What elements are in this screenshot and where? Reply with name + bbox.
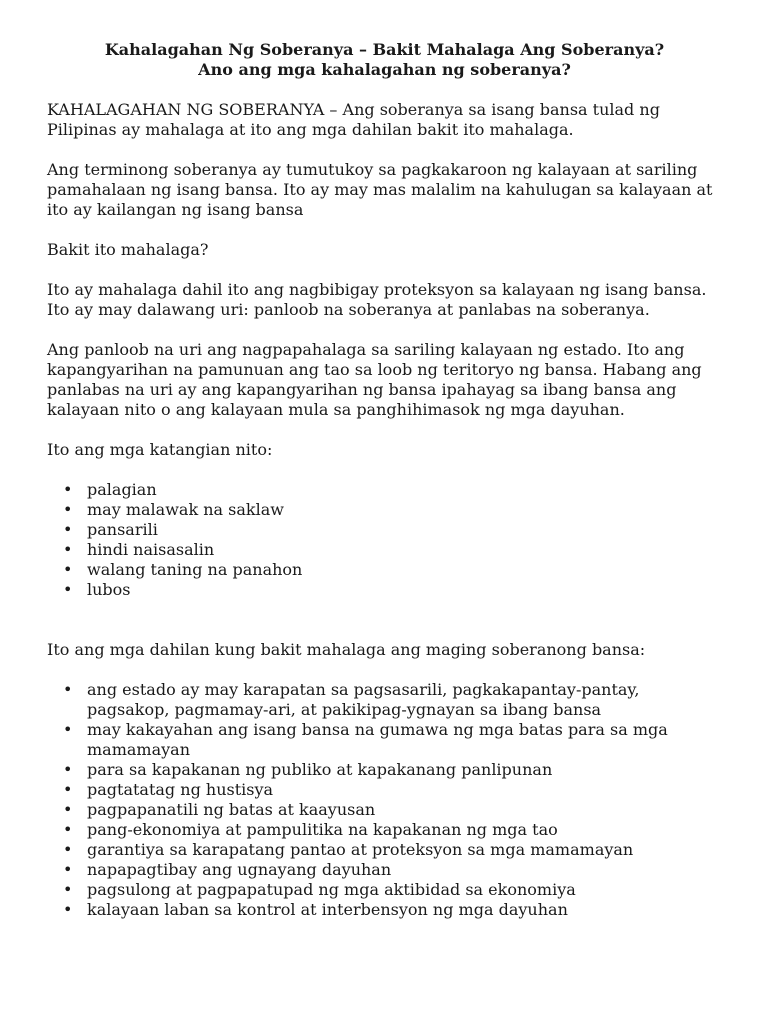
- list-item: • napapagtibay ang ugnayang dayuhan: [47, 860, 722, 880]
- paragraph-types: Ang panloob na uri ang nagpapahalaga sa sariling kalayaan ng estado. Ito ang kapangyarihan na pamunuan ang tao sa loob ng teritoryo ng bansa. Habang ang panlabas na uri ay ang kapangyarihan ng bansa ipahayag sa ibang bansa ang kalayaan nito o ang kalayaan mula sa panghihimasok ng mga dayuhan.: [47, 340, 702, 419]
- list-item: • kalayaan laban sa kontrol at interbensyon ng mga dayuhan: [47, 900, 722, 920]
- list-item: • pang-ekonomiya at pampulitika na kapakanan ng mga tao: [47, 820, 722, 840]
- title-line-1: Kahalagahan Ng Soberanya – Bakit Mahalaga Ang Soberanya?: [104, 40, 665, 59]
- list-item: • walang taning na panahon: [47, 560, 722, 580]
- paragraph-definition: Ang terminong soberanya ay tumutukoy sa pagkakaroon ng kalayaan at sariling pamahalaan ng isang bansa. Ito ay may mas malalim na kahulugan sa kalayaan at ito ay kailangan ng isang bansa: [47, 160, 713, 219]
- paragraph-intro: KAHALAGAHAN NG SOBERANYA – Ang soberanya sa isang bansa tulad ng Pilipinas ay mahalaga at ito ang mga dahilan bakit ito mahalaga.: [47, 100, 660, 139]
- document-title: [47, 40, 722, 80]
- list-item: • pansarili: [47, 520, 722, 540]
- list-item: • pagsulong at pagpapatupad ng mga aktibidad sa ekonomiya: [47, 880, 722, 900]
- list-item: • palagian: [47, 480, 722, 500]
- list-item: • lubos: [47, 580, 722, 600]
- paragraph-katangian-intro: Ito ang mga katangian nito:: [47, 440, 273, 459]
- title-line-2: Ano ang mga kahalagahan ng soberanya?: [198, 60, 571, 79]
- list-item: • may kakayahan ang isang bansa na gumawa ng mga batas para sa mga mamamayan: [47, 720, 722, 760]
- katangian-list: [47, 480, 722, 600]
- paragraph-importance: Ito ay mahalaga dahil ito ang nagbibigay proteksyon sa kalayaan ng isang bansa. Ito ay may dalawang uri: panloob na soberanya at panlabas na soberanya.: [47, 280, 707, 319]
- list-item: • garantiya sa karapatang pantao at proteksyon sa mga mamamayan: [47, 840, 722, 860]
- list-item: • pagpapanatili ng batas at kaayusan: [47, 800, 722, 820]
- list-item: • para sa kapakanan ng publiko at kapakanang panlipunan: [47, 760, 722, 780]
- paragraph-dahilan-intro: Ito ang mga dahilan kung bakit mahalaga ang maging soberanong bansa:: [47, 640, 646, 659]
- list-item: • may malawak na saklaw: [47, 500, 722, 520]
- dahilan-list: [47, 680, 722, 920]
- paragraph-question: Bakit ito mahalaga?: [47, 240, 209, 259]
- list-item: • hindi naisasalin: [47, 540, 722, 560]
- list-item: • pagtatatag ng hustisya: [47, 780, 722, 800]
- list-item: • ang estado ay may karapatan sa pagsasarili, pagkakapantay-pantay, pagsakop, pagmamay-ari, at pakikipag-ygnayan sa ibang bansa: [47, 680, 722, 720]
